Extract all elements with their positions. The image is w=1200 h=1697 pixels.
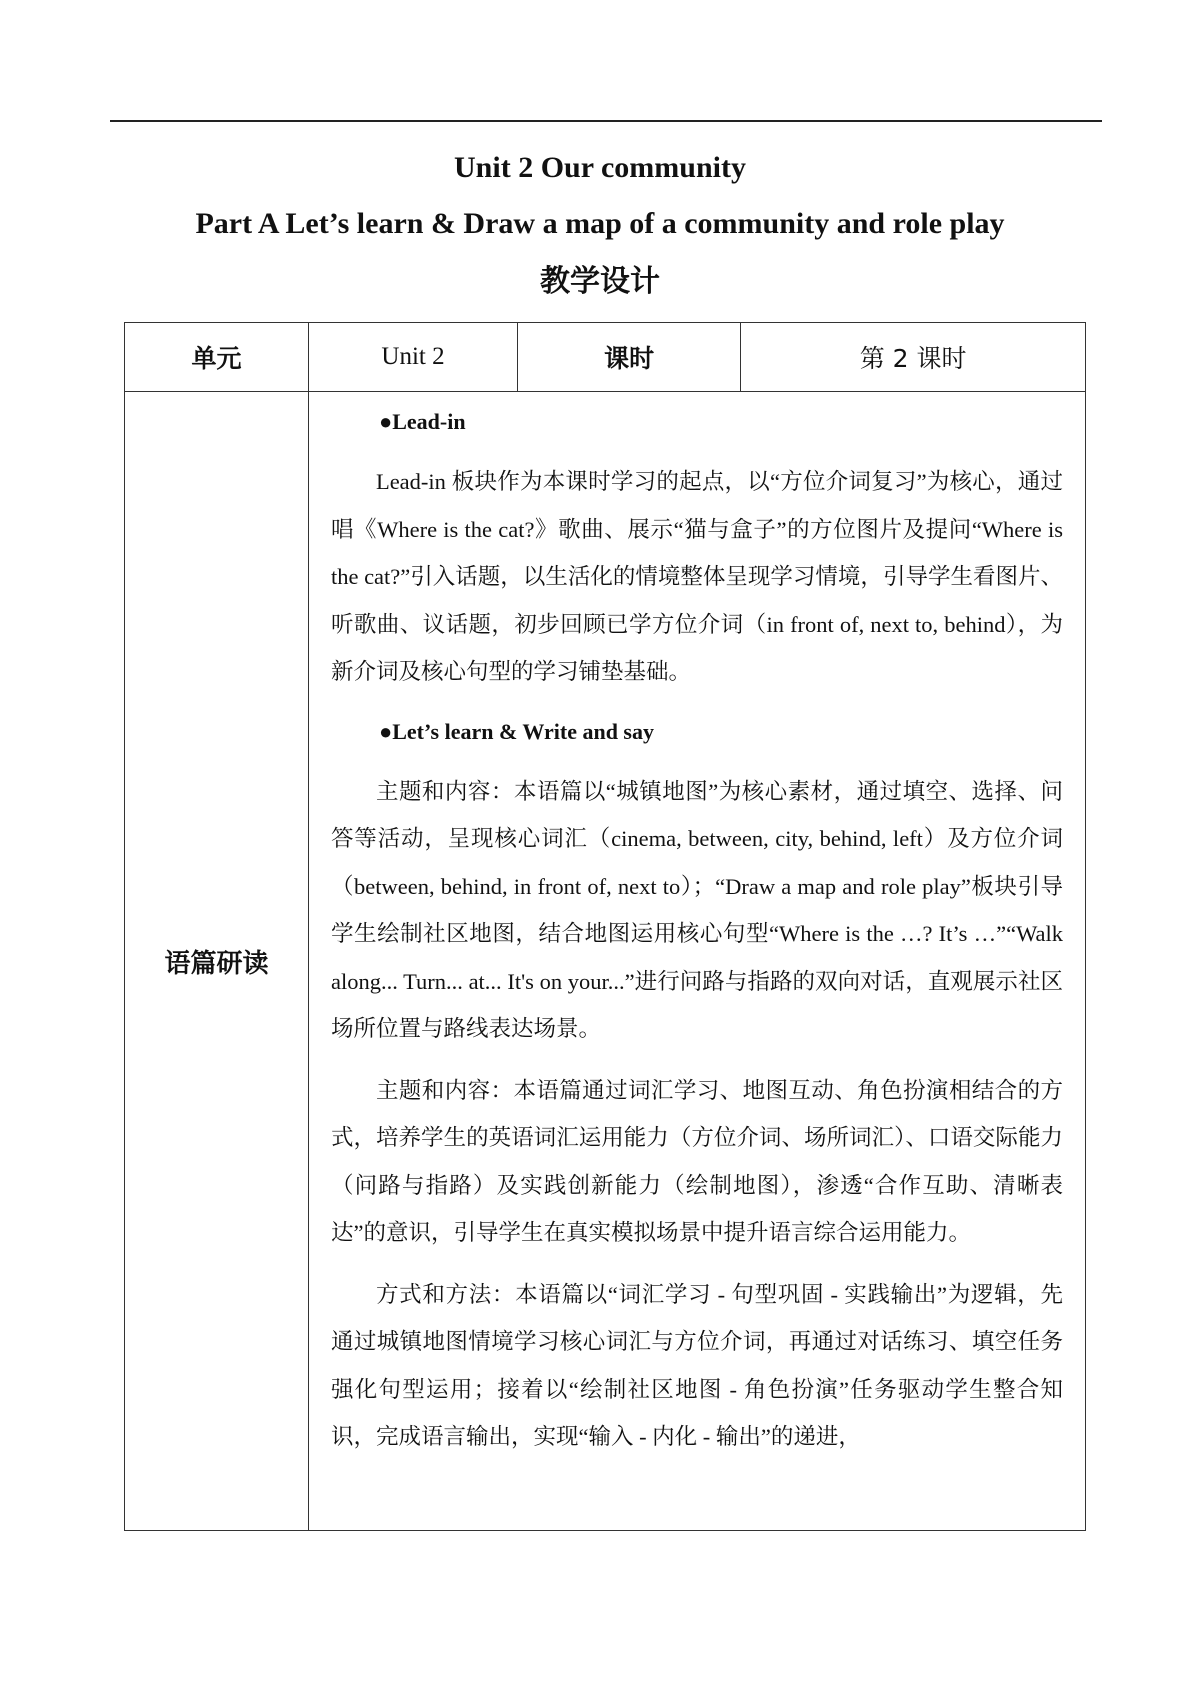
section-label: 语篇研读 <box>125 392 309 1531</box>
title-line-1: Unit 2 Our community <box>454 151 746 184</box>
period-label: 课时 <box>518 323 741 392</box>
unit-label: 单元 <box>125 323 309 392</box>
content-paragraph-3: 方式和方法：本语篇以“词汇学习 - 句型巩固 - 实践输出”为逻辑，先通过城镇地图情境学习核心词汇与方位介词，再通过对话练习、填空任务强化句型运用；接着以“绘制社区地图 - 角色扮演”任务驱动学生整合知识，完成语言输出，实现“输入 - 内化 - 输出”的递进， <box>330 1281 1063 1449</box>
title-line-3: 教学设计 <box>540 264 660 299</box>
period-value: 第 2 课时 <box>741 323 1086 392</box>
document-title <box>0 140 1200 312</box>
lesson-plan-table <box>124 322 1086 1531</box>
table-content-row <box>125 392 1086 1531</box>
header-rule <box>110 120 1102 122</box>
leadin-heading: ●Lead-in <box>378 409 466 434</box>
leadin-paragraph: Lead-in 板块作为本课时学习的起点，以“方位介词复习”为核心，通过唱《Where is the cat?》歌曲、展示“猫与盒子”的方位图片及提问“Where is the cat?”引入话题，以生活化的情境整体呈现学习情境，引导学生看图片、听歌曲、议话题，初步回顾已学方位介词（in front of, next to, behind），为新介词及核心句型的学习铺垫基础。 <box>330 469 1063 684</box>
table-header-row <box>125 323 1086 392</box>
content-paragraph-2: 主题和内容：本语篇通过词汇学习、地图互动、角色扮演相结合的方式，培养学生的英语词汇运用能力（方位介词、场所词汇）、口语交际能力（问路与指路）及实践创新能力（绘制地图），渗透“合作互助、清晰表达”的意识，引导学生在真实模拟场景中提升语言综合运用能力。 <box>330 1077 1063 1245</box>
title-line-2: Part A Let’s learn & Draw a map of a community and role play <box>195 207 1005 240</box>
unit-value: Unit 2 <box>308 323 517 392</box>
learn-heading: ●Let’s learn & Write and say <box>378 718 654 744</box>
content-paragraph-1: 主题和内容：本语篇以“城镇地图”为核心素材，通过填空、选择、问答等活动，呈现核心词汇（cinema, between, city, behind, left）及方位介词（between, behind, in front of, next to）；“Draw a map and role play”板块引导学生绘制社区地图，结合地图运用核心句型“Where is the …? It’s …”“Walk along... Turn... at... It's on your...”进行问路与指路的双向对话，直观展示社区场所位置与路线表达场景。 <box>330 778 1063 1041</box>
section-content <box>308 392 1085 1531</box>
